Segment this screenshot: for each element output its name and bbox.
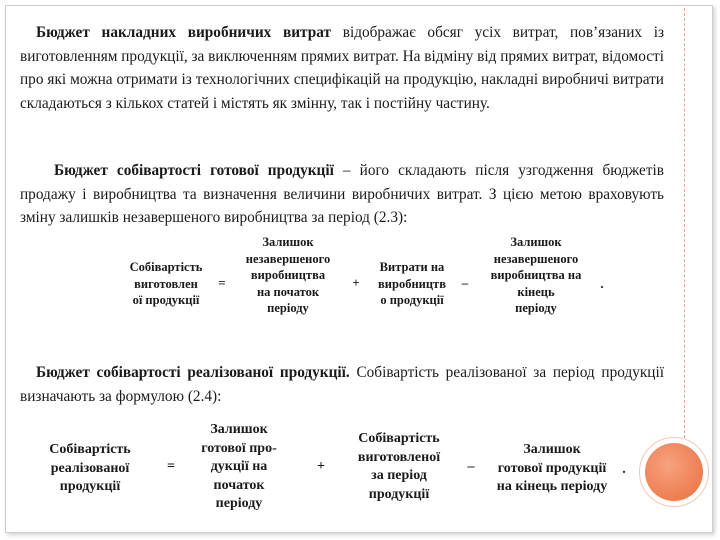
paragraph-overhead-budget	[20, 21, 664, 115]
formula1-term-wip-end: Залишок незавершеного виробництва на кінець періоду	[490, 235, 582, 316]
overhead-budget-heading: Бюджет накладних виробничих витрат	[36, 24, 332, 41]
cost-of-sales-budget-text: Собівартість реалізованої за період продукції визначають за формулою (2.4):	[20, 364, 664, 405]
formula1-term-manufactured-cost: Собівартість виготовлен ої продукції	[129, 260, 203, 308]
paragraph-finished-goods-budget	[20, 159, 664, 230]
formula1-term-production-costs: Витрати на виробництв о продукції	[378, 260, 446, 308]
formula1-term-wip-start: Залишок незавершеного виробництва на початок періоду	[245, 235, 331, 316]
decorative-orange-circle	[645, 443, 703, 501]
formula2-plus: +	[317, 459, 325, 474]
cost-of-sales-budget-heading: Бюджет собівартості реалізованої продукції.	[36, 364, 350, 381]
formula1-equals: =	[218, 275, 226, 290]
formula1-plus: +	[352, 275, 360, 290]
formula2-term-finished-goods-start: Залишок готової про- дукції на початок періоду	[201, 422, 277, 511]
formula2-term-finished-goods-end: Залишок готової продукції на кінець періоду	[496, 442, 608, 494]
formula1-period: .	[600, 276, 604, 291]
overhead-budget-text: відображає обсяг усіх витрат, пов’язаних із виготовленням продукції, за виключенням прямих витрат. На відміну від прямих витрат, відомості про які можна отримати із технологічних специфікацій на продукцію, накладні виробничі витрати складаються з кількох статей і містять як змінну, так і постійну частину.	[20, 24, 664, 112]
formula2-term-cost-of-sales: Собівартість реалізованої продукції	[49, 442, 131, 494]
formula2-period: .	[622, 462, 626, 477]
formula2-equals: =	[167, 459, 175, 474]
finished-goods-budget-text: – його складають після узгодження бюджетів продажу і виробництва та визначення величини виробничих витрат. З цією метою враховують зміну залишків незавершеного виробництва за період (2.3):	[20, 162, 664, 226]
formula2-minus: –	[467, 459, 475, 474]
formula2-term-manufactured-cost: Собівартість виготовленої за період продукції	[357, 431, 441, 502]
finished-goods-budget-heading: Бюджет собівартості готової продукції	[54, 162, 334, 179]
formula1-minus: –	[461, 275, 469, 290]
decorative-dotted-line	[684, 8, 685, 438]
paragraph-cost-of-sales-budget	[20, 361, 664, 408]
